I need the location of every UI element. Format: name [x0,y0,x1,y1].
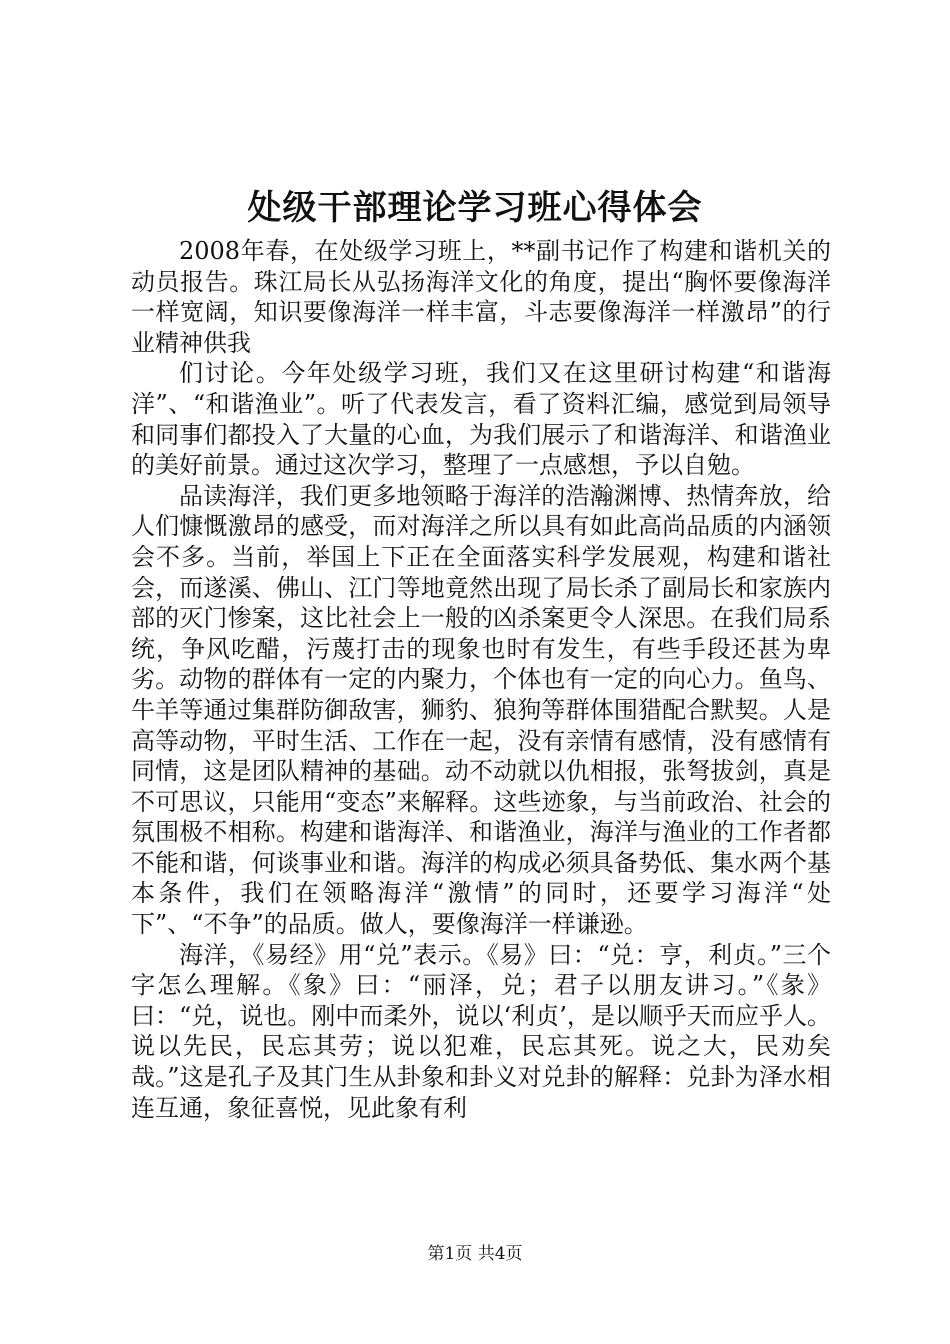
paragraph-1: 2008年春，在处级学习班上，**副书记作了构建和谐机关的动员报告。珠江局长从弘扬海洋文化的角度，提出“胸怀要像海洋一样宽阔，知识要像海洋一样丰富，斗志要像海洋一样激昂”的行业精神供我 [131,237,831,357]
document-body [131,236,831,1123]
document-title: 处级干部理论学习班心得体会 [247,188,703,228]
paragraph-3: 品读海洋，我们更多地领略于海洋的浩瀚渊博、热情奔放，给人们慷慨激昂的感受，而对海洋之所以具有如此高尚品质的内涵领会不多。当前，举国上下正在全面落实科学发展观，构建和谐社会，而遂溪、佛山、江门等地竟然出现了局长杀了副局长和家族内部的灭门惨案，这比社会上一般的凶杀案更令人深思。在我们局系统，争风吃醋，污蔑打击的现象也时有发生，有些手段还甚为卑劣。动物的群体有一定的内聚力，个体也有一定的向心力。鱼鸟、牛羊等通过集群防御敌害，狮豹、狼狗等群体围猎配合默契。人是高等动物，平时生活、工作在一起，没有亲情有感情，没有感情有同情，这是团队精神的基础。动不动就以仇相报，张弩拔剑，真是不可思议，只能用“变态”来解释。这些迹象，与当前政治、社会的氛围极不相称。构建和谐海洋、和谐渔业，海洋与渔业的工作者都不能和谐，何谈事业和谐。海洋的构成必须具备势低、集水两个基本条件，我们在领略海洋“激情”的同时，还要学习海洋“处下”、“不争”的品质。做人，要像海洋一样谦逊。 [131,481,831,939]
paragraph-4: 海洋，《易经》用“兑”表示。《易》曰：“兑：亨，利贞。”三个字怎么理解。《象》曰：“丽泽，兑；君子以朋友讲习。”《彖》曰：“兑，说也。刚中而柔外，说以‘利贞’，是以顺乎天而应乎人。说以先民，民忘其劳；说以犯难，民忘其死。说之大，民劝矣哉。”这是孔子及其门生从卦象和卦义对兑卦的解释：兑卦为泽水相连互通，象征喜悦，见此象有利 [131,940,831,1122]
paragraph-2: 们讨论。今年处级学习班，我们又在这里研讨构建“和谐海洋”、“和谐渔业”。听了代表发言，看了资料汇编，感觉到局领导和同事们都投入了大量的心血，为我们展示了和谐海洋、和谐渔业的美好前景。通过这次学习，整理了一点感想，予以自勉。 [131,359,831,480]
page-number-footer: 第1页 共4页 [427,1244,523,1264]
